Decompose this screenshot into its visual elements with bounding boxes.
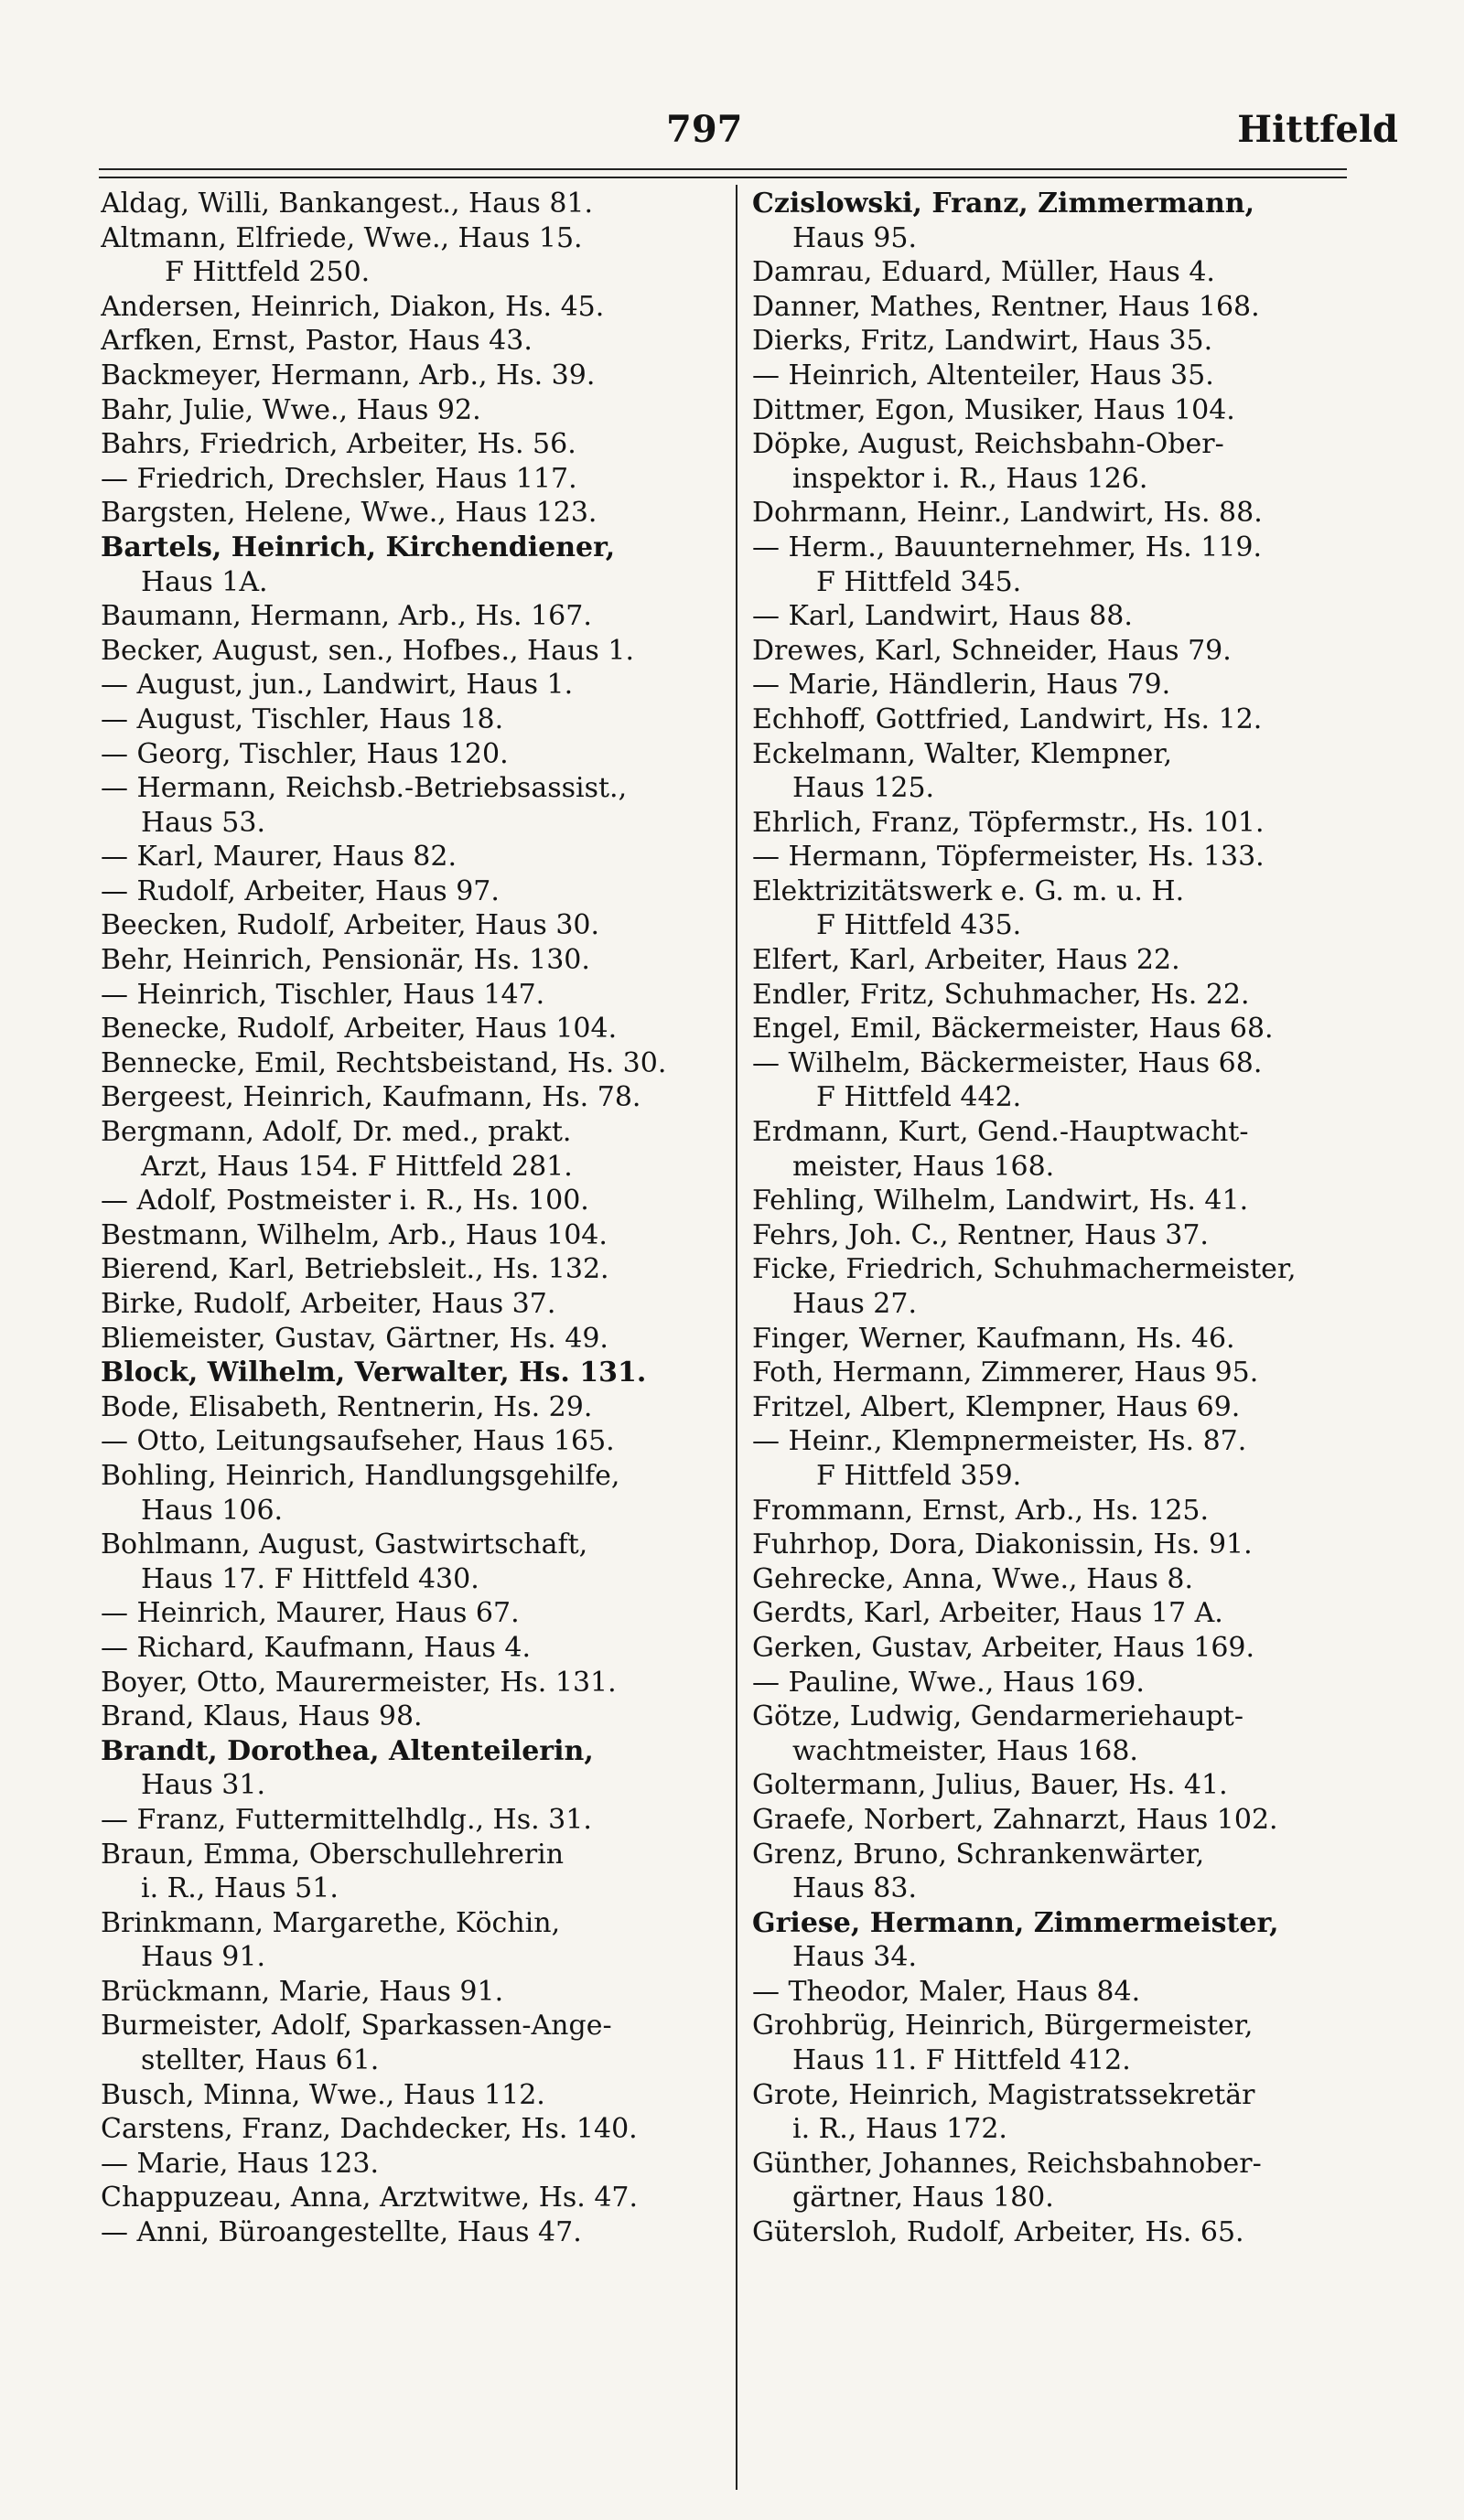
directory-entry: Haus 11. F Hittfeld 412. bbox=[792, 2044, 1131, 2077]
directory-entry: Elfert, Karl, Arbeiter, Haus 22. bbox=[752, 944, 1180, 977]
directory-entry: — Heinrich, Maurer, Haus 67. bbox=[101, 1597, 520, 1630]
directory-entry: Graefe, Norbert, Zahnarzt, Haus 102. bbox=[752, 1803, 1278, 1836]
directory-entry: — Heinrich, Tischler, Haus 147. bbox=[101, 978, 545, 1011]
directory-entry: Haus 34. bbox=[792, 1941, 918, 1974]
directory-entry: Becker, August, sen., Hofbes., Haus 1. bbox=[101, 634, 634, 667]
directory-entry: F Hittfeld 435. bbox=[816, 909, 1022, 942]
directory-entry: F Hittfeld 345. bbox=[816, 565, 1022, 598]
directory-entry: Engel, Emil, Bäckermeister, Haus 68. bbox=[752, 1013, 1274, 1046]
directory-entry: — Wilhelm, Bäckermeister, Haus 68. bbox=[752, 1046, 1263, 1079]
directory-entry: Baumann, Hermann, Arb., Hs. 167. bbox=[101, 600, 592, 633]
header-rule-top bbox=[99, 168, 1347, 170]
directory-entry: Bestmann, Wilhelm, Arb., Haus 104. bbox=[101, 1218, 608, 1251]
directory-entry: — Karl, Landwirt, Haus 88. bbox=[752, 600, 1133, 633]
directory-entry: Haus 17. F Hittfeld 430. bbox=[141, 1562, 479, 1595]
running-head-place: Hittfeld bbox=[1237, 108, 1398, 151]
directory-entry: Gerken, Gustav, Arbeiter, Haus 169. bbox=[752, 1631, 1255, 1664]
directory-entry: Brückmann, Marie, Haus 91. bbox=[101, 1975, 504, 2008]
directory-entry: — Adolf, Postmeister i. R., Hs. 100. bbox=[101, 1185, 589, 1217]
directory-entry: Grenz, Bruno, Schrankenwärter, bbox=[752, 1838, 1205, 1871]
directory-entry: Chappuzeau, Anna, Arztwitwe, Hs. 47. bbox=[101, 2182, 639, 2214]
directory-entry: Grote, Heinrich, Magistratssekretär bbox=[752, 2078, 1255, 2111]
directory-entry: Bennecke, Emil, Rechtsbeistand, Hs. 30. bbox=[101, 1046, 667, 1079]
directory-entry: Arfken, Ernst, Pastor, Haus 43. bbox=[101, 325, 533, 358]
directory-entry: Döpke, August, Reichsbahn-Ober- bbox=[752, 428, 1224, 461]
page-number: 797 bbox=[666, 108, 743, 151]
directory-entry: Grohbrüg, Heinrich, Bürgermeister, bbox=[752, 2010, 1254, 2043]
directory-entry: Benecke, Rudolf, Arbeiter, Haus 104. bbox=[101, 1013, 618, 1046]
directory-entry: Eckelmann, Walter, Klempner, bbox=[752, 737, 1172, 770]
directory-entry: — Rudolf, Arbeiter, Haus 97. bbox=[101, 874, 500, 907]
directory-entry: Echhoff, Gottfried, Landwirt, Hs. 12. bbox=[752, 702, 1263, 735]
directory-entry: Fehling, Wilhelm, Landwirt, Hs. 41. bbox=[752, 1185, 1249, 1217]
directory-entry: Haus 31. bbox=[141, 1769, 266, 1802]
directory-entry: Fritzel, Albert, Klempner, Haus 69. bbox=[752, 1390, 1241, 1423]
directory-entry: Brinkmann, Margarethe, Köchin, bbox=[101, 1906, 561, 1939]
directory-entry: Erdmann, Kurt, Gend.-Hauptwacht- bbox=[752, 1116, 1249, 1149]
directory-entry: Ehrlich, Franz, Töpfermstr., Hs. 101. bbox=[752, 806, 1265, 839]
directory-entry: Brand, Klaus, Haus 98. bbox=[101, 1700, 423, 1733]
column-divider bbox=[736, 185, 737, 2490]
directory-entry: Haus 27. bbox=[792, 1288, 918, 1320]
directory-entry: Endler, Fritz, Schuhmacher, Hs. 22. bbox=[752, 978, 1250, 1011]
directory-entry: Dohrmann, Heinr., Landwirt, Hs. 88. bbox=[752, 497, 1263, 530]
directory-entry: i. R., Haus 172. bbox=[792, 2113, 1007, 2146]
directory-entry: Ficke, Friedrich, Schuhmachermeister, bbox=[752, 1253, 1297, 1286]
directory-entry: — Franz, Futtermittelhdlg., Hs. 31. bbox=[101, 1803, 592, 1836]
directory-entry: Goltermann, Julius, Bauer, Hs. 41. bbox=[752, 1769, 1228, 1802]
directory-entry: — Otto, Leitungsaufseher, Haus 165. bbox=[101, 1425, 615, 1458]
directory-entry: stellter, Haus 61. bbox=[141, 2044, 380, 2077]
directory-entry: Backmeyer, Hermann, Arb., Hs. 39. bbox=[101, 359, 596, 391]
directory-entry: Aldag, Willi, Bankangest., Haus 81. bbox=[101, 188, 594, 220]
directory-entry: Haus 1A. bbox=[141, 565, 268, 598]
directory-entry: — Marie, Haus 123. bbox=[101, 2147, 379, 2180]
directory-entry: Brandt, Dorothea, Altenteilerin, bbox=[101, 1734, 594, 1767]
directory-entry: Danner, Mathes, Rentner, Haus 168. bbox=[752, 290, 1260, 323]
directory-entry: Bartels, Heinrich, Kirchendiener, bbox=[101, 531, 616, 563]
directory-entry: Bergeest, Heinrich, Kaufmann, Hs. 78. bbox=[101, 1081, 641, 1114]
directory-entry: Götze, Ludwig, Gendarmeriehaupt- bbox=[752, 1700, 1243, 1733]
directory-entry: Bahrs, Friedrich, Arbeiter, Hs. 56. bbox=[101, 428, 576, 461]
directory-entry: Damrau, Eduard, Müller, Haus 4. bbox=[752, 256, 1215, 289]
page-header bbox=[0, 108, 1464, 163]
left-column bbox=[101, 187, 719, 2250]
directory-entry: Haus 106. bbox=[141, 1494, 284, 1527]
directory-entry: i. R., Haus 51. bbox=[141, 1872, 339, 1905]
directory-entry: — Pauline, Wwe., Haus 169. bbox=[752, 1666, 1145, 1699]
directory-entry: Fehrs, Joh. C., Rentner, Haus 37. bbox=[752, 1218, 1209, 1251]
directory-entry: Haus 53. bbox=[141, 806, 266, 839]
directory-entry: Günther, Johannes, Reichsbahnober- bbox=[752, 2147, 1262, 2180]
directory-entry: Gerdts, Karl, Arbeiter, Haus 17 A. bbox=[752, 1597, 1223, 1630]
directory-entry: Beecken, Rudolf, Arbeiter, Haus 30. bbox=[101, 909, 600, 942]
directory-entry: meister, Haus 168. bbox=[792, 1150, 1055, 1183]
directory-entry: Dierks, Fritz, Landwirt, Haus 35. bbox=[752, 325, 1213, 358]
directory-entry: Dittmer, Egon, Musiker, Haus 104. bbox=[752, 393, 1235, 426]
directory-entry: Carstens, Franz, Dachdecker, Hs. 140. bbox=[101, 2113, 638, 2146]
directory-entry: Fuhrhop, Dora, Diakonissin, Hs. 91. bbox=[752, 1528, 1253, 1561]
directory-entry: — Theodor, Maler, Haus 84. bbox=[752, 1975, 1141, 2008]
directory-entry: — August, Tischler, Haus 18. bbox=[101, 702, 504, 735]
directory-entry: Griese, Hermann, Zimmermeister, bbox=[752, 1906, 1279, 1939]
header-rule-bottom bbox=[99, 177, 1347, 178]
directory-entry: Birke, Rudolf, Arbeiter, Haus 37. bbox=[101, 1288, 556, 1320]
directory-entry: Bierend, Karl, Betriebsleit., Hs. 132. bbox=[101, 1253, 609, 1286]
directory-entry: F Hittfeld 359. bbox=[816, 1459, 1022, 1492]
directory-entry: Gütersloh, Rudolf, Arbeiter, Hs. 65. bbox=[752, 2216, 1244, 2249]
directory-entry: — Anni, Büroangestellte, Haus 47. bbox=[101, 2216, 582, 2249]
directory-entry: — Richard, Kaufmann, Haus 4. bbox=[101, 1631, 532, 1664]
directory-entry: Bohling, Heinrich, Handlungsgehilfe, bbox=[101, 1459, 620, 1492]
directory-entry: — Heinr., Klempnermeister, Hs. 87. bbox=[752, 1425, 1247, 1458]
right-column bbox=[752, 187, 1371, 2250]
directory-entry: — August, jun., Landwirt, Haus 1. bbox=[101, 669, 574, 702]
directory-entry: Bliemeister, Gustav, Gärtner, Hs. 49. bbox=[101, 1322, 608, 1355]
directory-entry: Arzt, Haus 154. F Hittfeld 281. bbox=[141, 1150, 573, 1183]
directory-entry: Bargsten, Helene, Wwe., Haus 123. bbox=[101, 497, 597, 530]
directory-entry: — Georg, Tischler, Haus 120. bbox=[101, 737, 509, 770]
directory-entry: Burmeister, Adolf, Sparkassen-Ange- bbox=[101, 2010, 612, 2043]
directory-entry: Foth, Hermann, Zimmerer, Haus 95. bbox=[752, 1357, 1259, 1389]
directory-entry: Czislowski, Franz, Zimmermann, bbox=[752, 188, 1255, 220]
directory-entry: inspektor i. R., Haus 126. bbox=[792, 462, 1148, 495]
directory-entry: Bergmann, Adolf, Dr. med., prakt. bbox=[101, 1116, 572, 1149]
directory-entry: Haus 83. bbox=[792, 1872, 918, 1905]
directory-entry: Bohlmann, August, Gastwirtschaft, bbox=[101, 1528, 588, 1561]
directory-entry: Haus 125. bbox=[792, 772, 935, 805]
directory-entry: Andersen, Heinrich, Diakon, Hs. 45. bbox=[101, 290, 605, 323]
directory-entry: Finger, Werner, Kaufmann, Hs. 46. bbox=[752, 1322, 1235, 1355]
directory-entry: Block, Wilhelm, Verwalter, Hs. 131. bbox=[101, 1357, 647, 1389]
directory-entry: Drewes, Karl, Schneider, Haus 79. bbox=[752, 634, 1232, 667]
directory-entry: Frommann, Ernst, Arb., Hs. 125. bbox=[752, 1494, 1210, 1527]
directory-entry: F Hittfeld 442. bbox=[816, 1081, 1022, 1114]
directory-entry: — Hermann, Töpfermeister, Hs. 133. bbox=[752, 841, 1265, 874]
directory-entry: Altmann, Elfriede, Wwe., Haus 15. bbox=[101, 221, 583, 254]
directory-entry: F Hittfeld 250. bbox=[165, 256, 371, 289]
directory-entry: wachtmeister, Haus 168. bbox=[792, 1734, 1138, 1767]
directory-entry: Behr, Heinrich, Pensionär, Hs. 130. bbox=[101, 944, 590, 977]
directory-entry: Busch, Minna, Wwe., Haus 112. bbox=[101, 2078, 545, 2111]
directory-entry: Haus 95. bbox=[792, 221, 918, 254]
directory-entry: — Heinrich, Altenteiler, Haus 35. bbox=[752, 359, 1214, 391]
directory-entry: Braun, Emma, Oberschullehrerin bbox=[101, 1838, 565, 1871]
directory-entry: — Hermann, Reichsb.-Betriebsassist., bbox=[101, 772, 628, 805]
directory-entry: — Marie, Händlerin, Haus 79. bbox=[752, 669, 1171, 702]
directory-entry: — Karl, Maurer, Haus 82. bbox=[101, 841, 457, 874]
directory-entry: Bode, Elisabeth, Rentnerin, Hs. 29. bbox=[101, 1390, 593, 1423]
directory-entry: Elektrizitätswerk e. G. m. u. H. bbox=[752, 874, 1185, 907]
directory-entry: Gehrecke, Anna, Wwe., Haus 8. bbox=[752, 1562, 1194, 1595]
directory-entry: — Friedrich, Drechsler, Haus 117. bbox=[101, 462, 577, 495]
directory-entry: Boyer, Otto, Maurermeister, Hs. 131. bbox=[101, 1666, 617, 1699]
directory-entry: — Herm., Bauunternehmer, Hs. 119. bbox=[752, 531, 1263, 563]
directory-entry: gärtner, Haus 180. bbox=[792, 2182, 1054, 2214]
directory-entry: Haus 91. bbox=[141, 1941, 266, 1974]
directory-entry: Bahr, Julie, Wwe., Haus 92. bbox=[101, 393, 481, 426]
